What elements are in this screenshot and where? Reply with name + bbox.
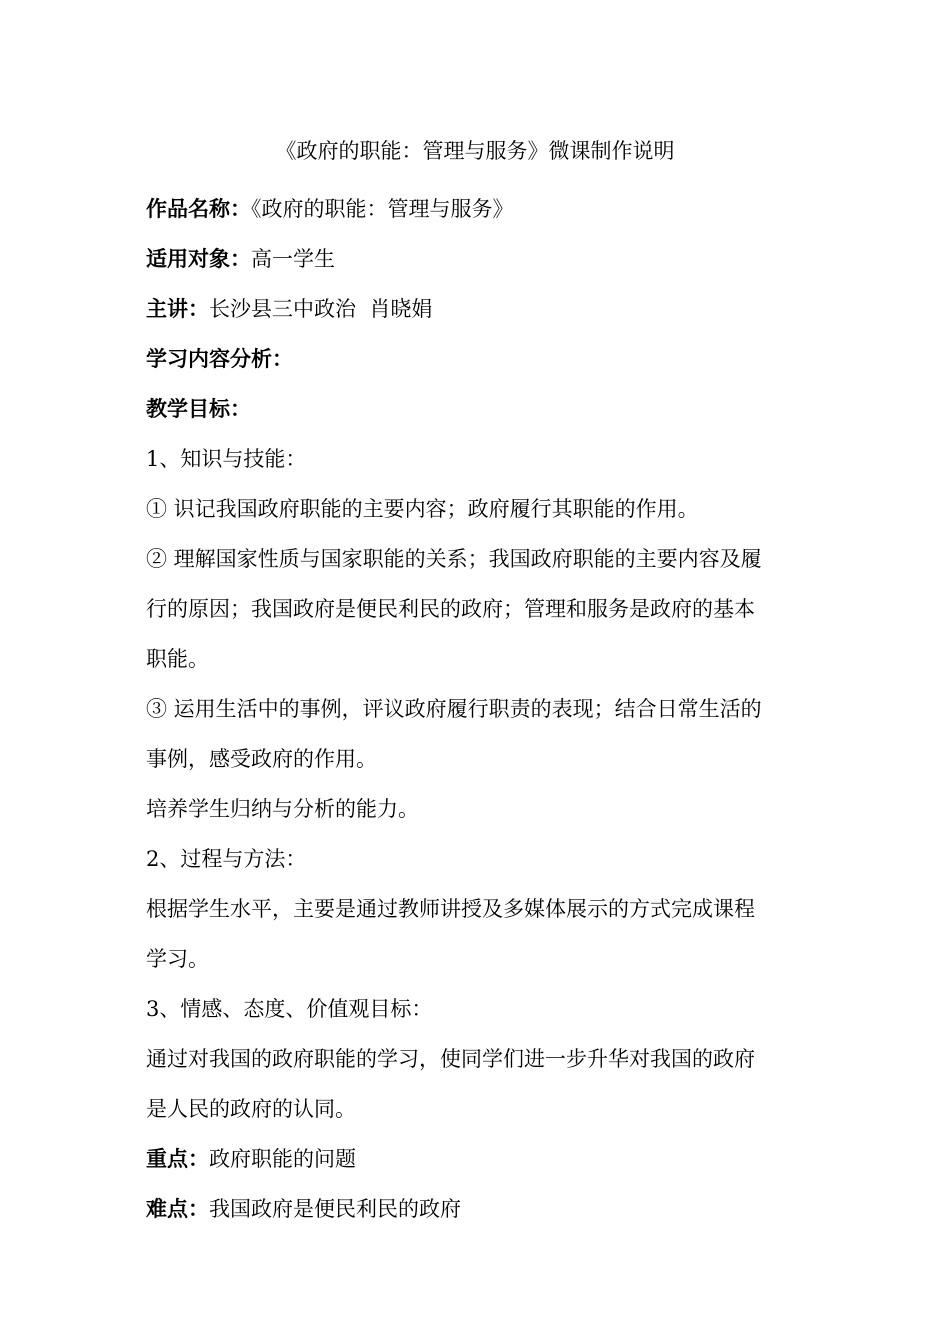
lecturer-label: 主讲： bbox=[146, 296, 209, 321]
section1-item2-line1: ② 理解国家性质与国家职能的关系；我国政府职能的主要内容及履 bbox=[146, 547, 762, 571]
difficulty-line bbox=[146, 1184, 810, 1234]
work-name-value: 《政府的职能：管理与服务》 bbox=[251, 197, 514, 221]
goals-heading: 教学目标： bbox=[146, 396, 251, 421]
content-analysis-heading: 学习内容分析： bbox=[146, 346, 293, 371]
section1-item2-line3: 职能。 bbox=[146, 647, 209, 671]
target-line bbox=[146, 234, 810, 284]
lecturer-line bbox=[146, 284, 810, 334]
lecturer-value: 长沙县三中政治 肖晓娟 bbox=[209, 297, 433, 321]
difficulty-value: 我国政府是便民利民的政府 bbox=[209, 1197, 461, 1221]
key-point-value: 政府职能的问题 bbox=[209, 1147, 356, 1171]
section1-item1: ① 识记我国政府职能的主要内容；政府履行其职能的作用。 bbox=[146, 497, 699, 521]
section2-heading: 2、过程与方法： bbox=[146, 847, 307, 871]
key-point-line bbox=[146, 1134, 810, 1184]
key-point-label: 重点： bbox=[146, 1146, 209, 1171]
section3-text-line1: 通过对我国的政府职能的学习，使同学们进一步升华对我国的政府 bbox=[146, 1047, 755, 1071]
section1-heading: 1、知识与技能： bbox=[146, 447, 307, 471]
difficulty-label: 难点： bbox=[146, 1196, 209, 1221]
section1-item3-line2: 事例，感受政府的作用。 bbox=[146, 747, 377, 771]
section1-item3-line1: ③ 运用生活中的事例，评议政府履行职责的表现；结合日常生活的 bbox=[146, 697, 762, 721]
target-value: 高一学生 bbox=[251, 247, 335, 271]
target-label: 适用对象： bbox=[146, 246, 251, 271]
section3-heading: 3、情感、态度、价值观目标： bbox=[146, 997, 433, 1021]
document-title: 《政府的职能：管理与服务》微课制作说明 bbox=[275, 139, 675, 163]
section1-ability: 培养学生归纳与分析的能力。 bbox=[146, 797, 419, 821]
work-name-line bbox=[146, 184, 810, 234]
work-name-label: 作品名称： bbox=[146, 196, 251, 221]
section1-item2-line2: 行的原因；我国政府是便民利民的政府；管理和服务是政府的基本 bbox=[146, 597, 755, 621]
document-body bbox=[146, 184, 810, 1234]
section3-text-line2: 是人民的政府的认同。 bbox=[146, 1097, 356, 1121]
section2-text-line1: 根据学生水平，主要是通过教师讲授及多媒体展示的方式完成课程 bbox=[146, 897, 755, 921]
section2-text-line2: 学习。 bbox=[146, 947, 209, 971]
